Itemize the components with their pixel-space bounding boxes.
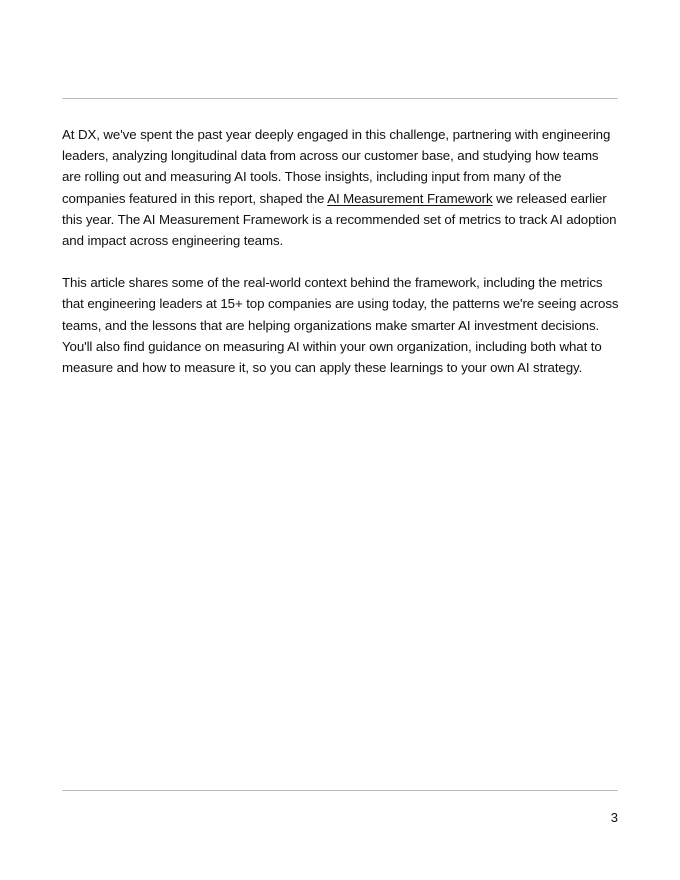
footer-divider (62, 790, 618, 791)
paragraph-intro-text-before-link: At DX, we've spent the past year deeply engaged in this challenge, partnering with engineering leaders, analyzing longitudinal data from across our customer base, and studying how teams are rolling out and measuring AI tools. Those insights, including input from many of the companies featured in this report, shaped the (62, 127, 611, 206)
ai-measurement-framework-link[interactable]: AI Measurement Framework (327, 190, 493, 206)
article-body (62, 124, 620, 399)
header-divider (62, 98, 618, 99)
page-number: 3 (610, 810, 618, 825)
paragraph-intro-text-after-link: we released earlier this year. The AI Measurement Framework is a recommended set of metrics to track AI adoption and impact across engineering teams. (62, 190, 617, 249)
paragraph-intro (62, 124, 620, 251)
paragraph-context: This article shares some of the real-world context behind the framework, including the metrics that engineering leaders at 15+ top companies are using today, the patterns we're seeing across teams, and the lessons that are helping organizations make smarter AI investment decisions. You'll also find guidance on measuring AI within your own organization, including both what to measure and how to measure it, so you can apply these learnings to your own AI strategy. (62, 275, 619, 376)
